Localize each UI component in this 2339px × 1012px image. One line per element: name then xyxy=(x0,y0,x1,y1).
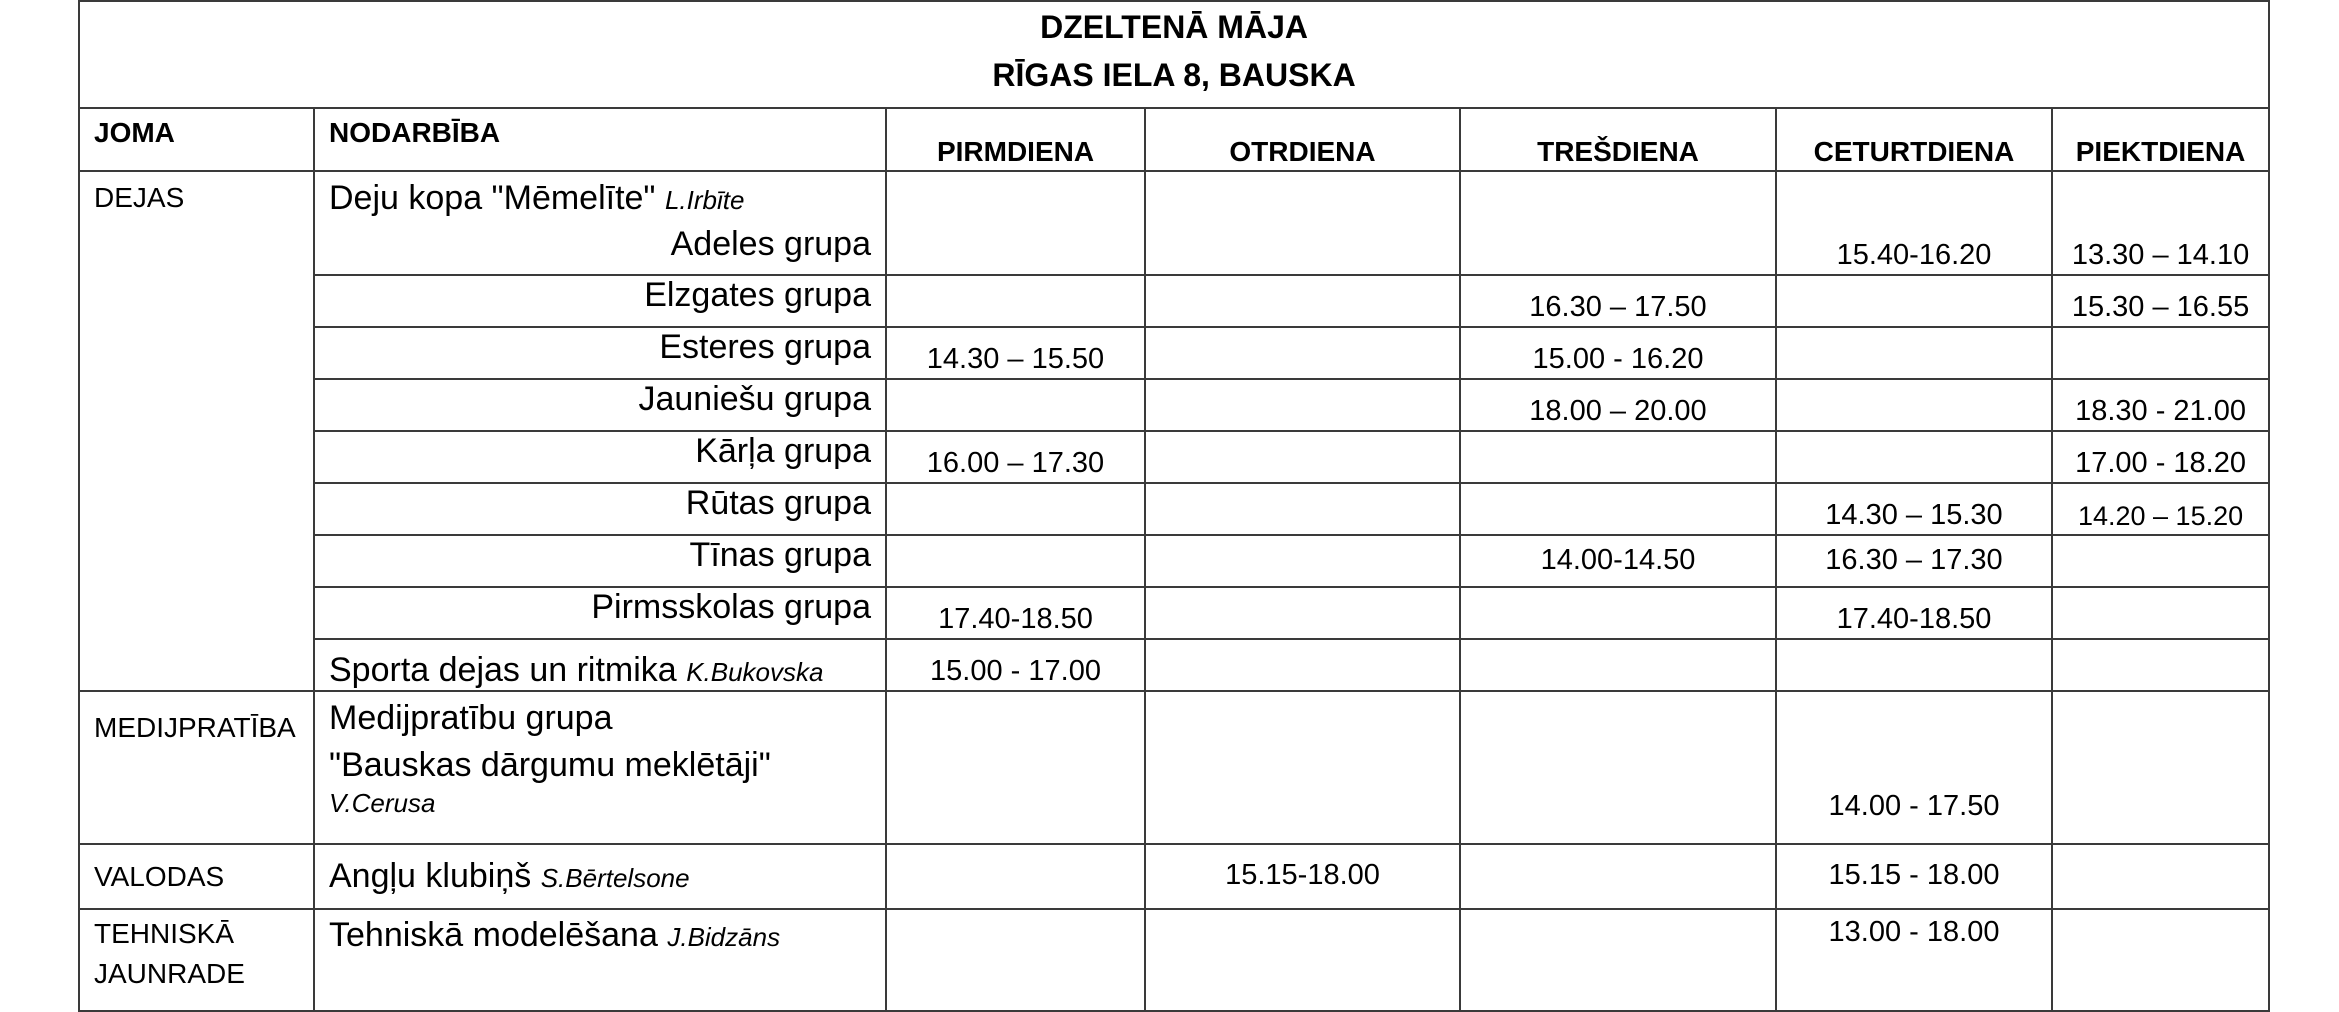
time-cell: 18.00 – 20.00 xyxy=(1460,379,1776,431)
time-cell: 17.40-18.50 xyxy=(1776,587,2052,639)
table-row xyxy=(79,639,2269,691)
time-cell xyxy=(1460,909,1776,1011)
activity-name: Tehniskā modelēšana xyxy=(329,916,658,954)
time-cell xyxy=(1776,639,2052,691)
time-cell xyxy=(2052,909,2269,1011)
table-row xyxy=(79,431,2269,483)
table-row xyxy=(79,535,2269,587)
time-cell: 15.30 – 16.55 xyxy=(2052,275,2269,327)
activity-leader: K.Bukovska xyxy=(686,657,824,687)
joma-tehniska xyxy=(79,909,314,1011)
header-day-wed: TREŠDIENA xyxy=(1460,108,1776,171)
joma-dejas: DEJAS xyxy=(79,171,314,691)
group-name: Kārļa grupa xyxy=(314,431,886,483)
activity-name: Sporta dejas un ritmika xyxy=(329,651,677,689)
joma-valodas: VALODAS xyxy=(79,844,314,909)
time-cell: 14.30 – 15.50 xyxy=(886,327,1145,379)
group-name: Pirmsskolas grupa xyxy=(314,587,886,639)
time-cell xyxy=(1460,587,1776,639)
time-cell: 14.30 – 15.30 xyxy=(1776,483,2052,535)
time-cell xyxy=(2052,691,2269,844)
header-nodarbiba: NODARBĪBA xyxy=(314,108,886,171)
time-cell: 15.00 - 17.00 xyxy=(886,639,1145,691)
table-row xyxy=(79,844,2269,909)
time-cell: 14.00-14.50 xyxy=(1460,535,1776,587)
table-row xyxy=(79,327,2269,379)
time-cell: 15.40-16.20 xyxy=(1776,171,2052,275)
time-cell xyxy=(886,171,1145,275)
table-row xyxy=(79,379,2269,431)
time-cell xyxy=(1460,844,1776,909)
table-row xyxy=(79,171,2269,275)
schedule-table xyxy=(78,0,2270,1012)
joma-line-2: JAUNRADE xyxy=(94,958,245,989)
time-cell: 16.00 – 17.30 xyxy=(886,431,1145,483)
activity-name-line-2: "Bauskas dārgumu meklētāji" xyxy=(329,746,771,784)
header-row xyxy=(79,108,2269,171)
time-cell: 14.00 - 17.50 xyxy=(1776,691,2052,844)
joma-medijpratiba: MEDIJPRATĪBA xyxy=(79,691,314,844)
activity-cell xyxy=(314,909,886,1011)
group-name: Rūtas grupa xyxy=(314,483,886,535)
time-cell xyxy=(1460,483,1776,535)
time-cell: 15.15-18.00 xyxy=(1145,844,1460,909)
table-row xyxy=(79,587,2269,639)
time-cell xyxy=(886,275,1145,327)
activity-name: Deju kopa "Mēmelīte" xyxy=(329,179,656,217)
group-name: Jauniešu grupa xyxy=(314,379,886,431)
time-cell xyxy=(1776,327,2052,379)
title-line-2: RĪGAS IELA 8, BAUSKA xyxy=(992,57,1356,93)
time-cell: 13.30 – 14.10 xyxy=(2052,171,2269,275)
time-cell xyxy=(886,844,1145,909)
time-cell xyxy=(2052,639,2269,691)
time-cell: 17.00 - 18.20 xyxy=(2052,431,2269,483)
time-cell xyxy=(886,379,1145,431)
time-cell xyxy=(2052,587,2269,639)
time-cell xyxy=(2052,844,2269,909)
header-joma: JOMA xyxy=(79,108,314,171)
table-title xyxy=(79,1,2269,108)
time-cell: 14.20 – 15.20 xyxy=(2052,483,2269,535)
joma-line-1: TEHNISKĀ xyxy=(94,918,235,949)
time-cell: 16.30 – 17.30 xyxy=(1776,535,2052,587)
table-row xyxy=(79,691,2269,844)
group-name: Elzgates grupa xyxy=(314,275,886,327)
time-cell: 17.40-18.50 xyxy=(886,587,1145,639)
time-cell xyxy=(1145,483,1460,535)
time-cell xyxy=(1460,691,1776,844)
activity-cell xyxy=(314,171,886,275)
group-name: Tīnas grupa xyxy=(314,535,886,587)
time-cell xyxy=(1145,379,1460,431)
time-cell: 18.30 - 21.00 xyxy=(2052,379,2269,431)
time-cell xyxy=(886,535,1145,587)
time-cell xyxy=(1460,639,1776,691)
time-cell: 16.30 – 17.50 xyxy=(1460,275,1776,327)
time-cell xyxy=(1145,431,1460,483)
header-day-mon: PIRMDIENA xyxy=(886,108,1145,171)
table-row xyxy=(79,909,2269,1011)
activity-leader: V.Cerusa xyxy=(329,788,436,818)
activity-leader: S.Bērtelsone xyxy=(540,863,690,893)
header-day-thu: CETURTDIENA xyxy=(1776,108,2052,171)
table-row xyxy=(79,483,2269,535)
time-cell xyxy=(1460,171,1776,275)
time-cell xyxy=(1145,535,1460,587)
time-cell xyxy=(886,909,1145,1011)
time-cell xyxy=(1145,639,1460,691)
group-name: Esteres grupa xyxy=(314,327,886,379)
table-row xyxy=(79,275,2269,327)
activity-leader: L.Irbīte xyxy=(664,185,745,215)
time-cell: 15.15 - 18.00 xyxy=(1776,844,2052,909)
time-cell xyxy=(1776,379,2052,431)
title-line-1: DZELTENĀ MĀJA xyxy=(1040,9,1308,45)
time-cell xyxy=(1776,275,2052,327)
time-cell xyxy=(1145,171,1460,275)
header-day-fri: PIEKTDIENA xyxy=(2052,108,2269,171)
time-cell xyxy=(2052,327,2269,379)
activity-name: Medijpratību grupa xyxy=(329,699,613,737)
time-cell xyxy=(2052,535,2269,587)
time-cell xyxy=(1460,431,1776,483)
activity-leader: J.Bidzāns xyxy=(667,922,781,952)
header-day-tue: OTRDIENA xyxy=(1145,108,1460,171)
time-cell xyxy=(1145,909,1460,1011)
time-cell xyxy=(1145,691,1460,844)
time-cell: 15.00 - 16.20 xyxy=(1460,327,1776,379)
time-cell xyxy=(1776,431,2052,483)
activity-cell xyxy=(314,639,886,691)
time-cell: 13.00 - 18.00 xyxy=(1776,909,2052,1011)
time-cell xyxy=(886,483,1145,535)
time-cell xyxy=(1145,587,1460,639)
activity-cell xyxy=(314,691,886,844)
activity-name: Angļu klubiņš xyxy=(329,857,532,895)
time-cell xyxy=(1145,327,1460,379)
time-cell xyxy=(886,691,1145,844)
group-name: Adeles grupa xyxy=(670,225,871,263)
activity-cell xyxy=(314,844,886,909)
time-cell xyxy=(1145,275,1460,327)
